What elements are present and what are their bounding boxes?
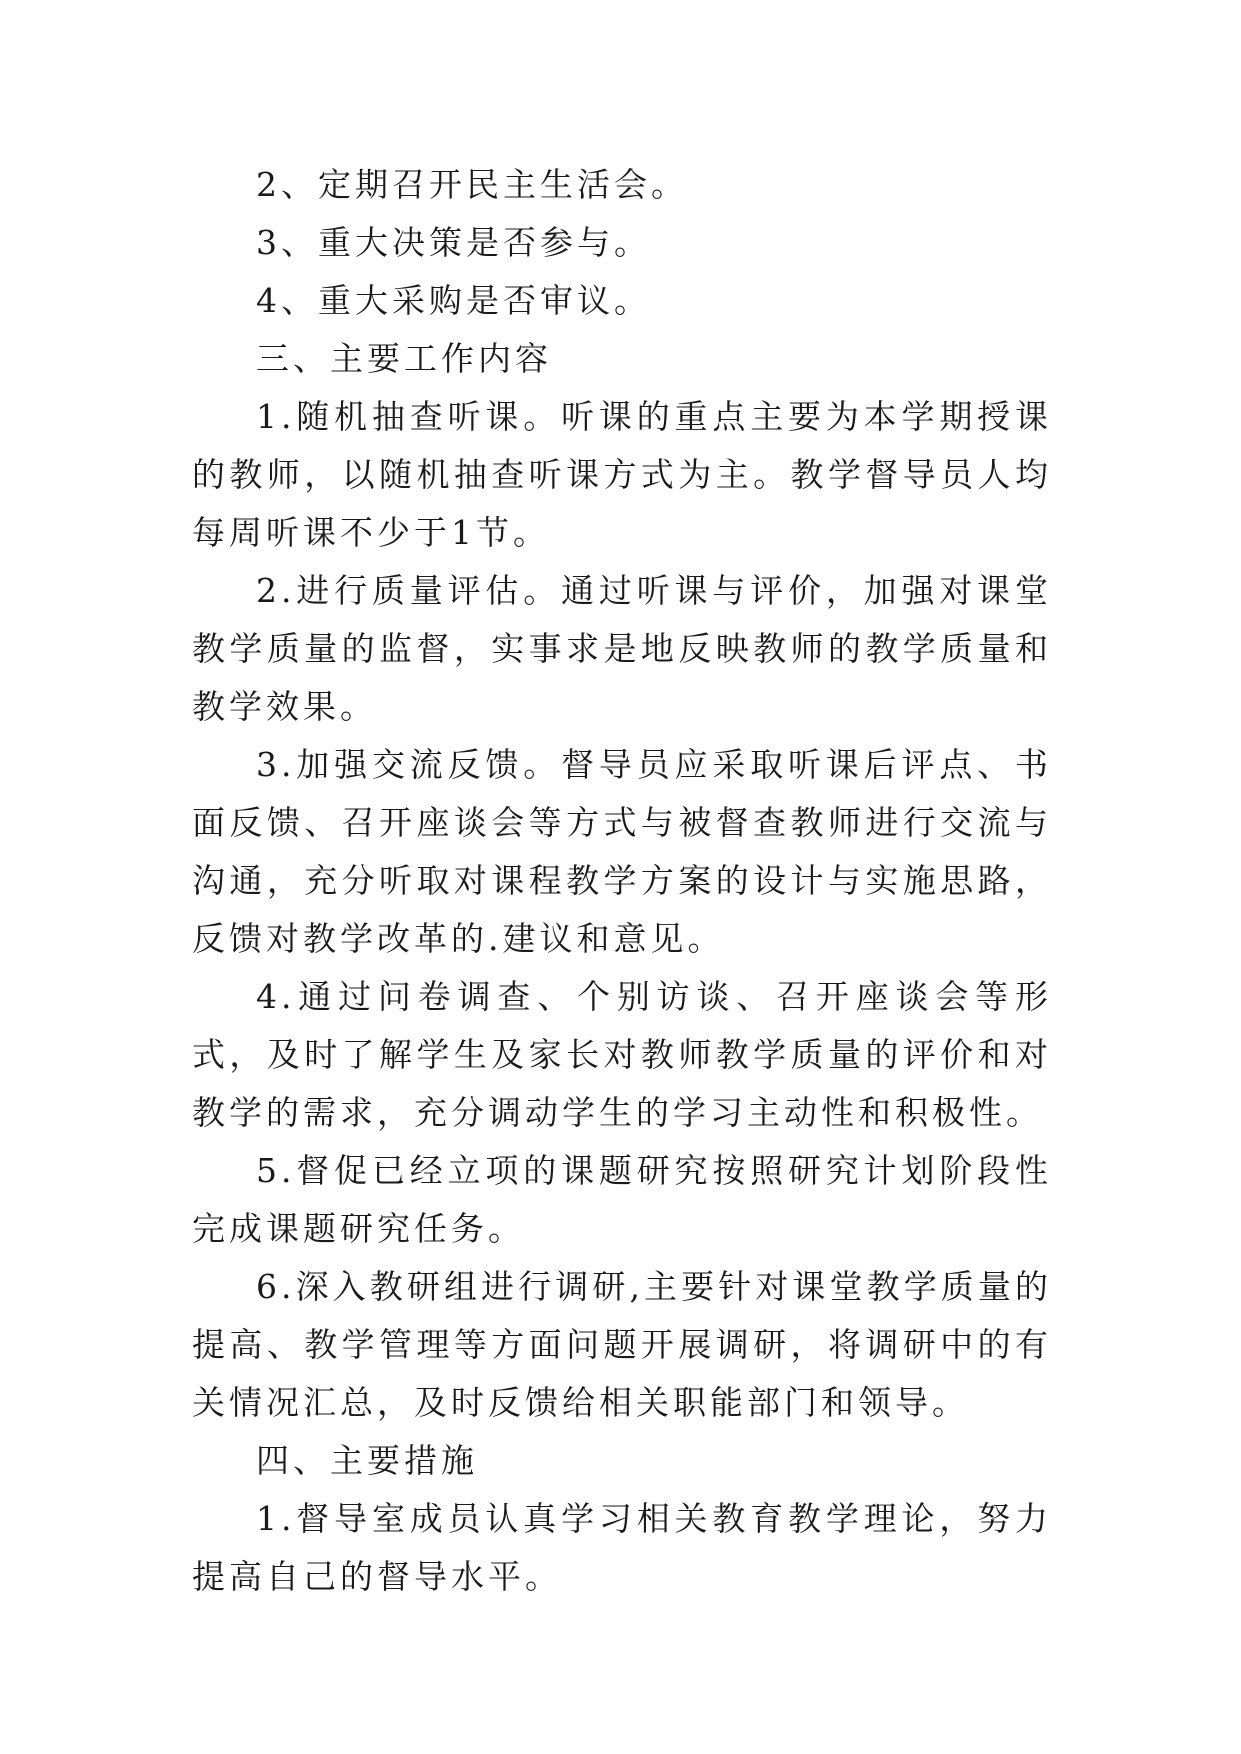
paragraph-quality-assessment: 2.进行质量评估。通过听课与评价，加强对课堂教学质量的监督，实事求是地反映教师的教学质量和教学效果。 — [192, 571, 1052, 726]
paragraph-study-theory: 1.督导室成员认真学习相关教育教学理论，努力提高自己的督导水平。 — [192, 1499, 1052, 1596]
document-body — [192, 156, 1052, 1606]
paragraph-research-projects: 5.督促已经立项的课题研究按照研究计划阶段性完成课题研究任务。 — [192, 1151, 1052, 1248]
paragraph-major-decisions: 3、重大决策是否参与。 — [256, 223, 651, 262]
section-heading-main-measures: 四、主要措施 — [256, 1441, 478, 1480]
paragraph-communication-feedback: 3.加强交流反馈。督导员应采取听课后评点、书面反馈、召开座谈会等方式与被督查教师进行交流与沟通，充分听取对课程教学方案的设计与实施思路，反馈对教学改革的.建议和意见。 — [192, 745, 1052, 958]
paragraph-major-procurement: 4、重大采购是否审议。 — [256, 281, 651, 320]
paragraph-random-class-observation: 1.随机抽查听课。听课的重点主要为本学期授课的教师，以随机抽查听课方式为主。教学督导员人均每周听课不少于1节。 — [192, 397, 1052, 552]
paragraph-democratic-life-meeting: 2、定期召开民主生活会。 — [256, 165, 688, 204]
paragraph-surveys-interviews: 4.通过问卷调查、个别访谈、召开座谈会等形式，及时了解学生及家长对教师教学质量的评价和对教学的需求，充分调动学生的学习主动性和积极性。 — [192, 977, 1052, 1132]
paragraph-teaching-research-groups: 6.深入教研组进行调研,主要针对课堂教学质量的提高、教学管理等方面问题开展调研，将调研中的有关情况汇总，及时反馈给相关职能部门和领导。 — [192, 1267, 1052, 1422]
section-heading-main-work: 三、主要工作内容 — [256, 339, 552, 378]
